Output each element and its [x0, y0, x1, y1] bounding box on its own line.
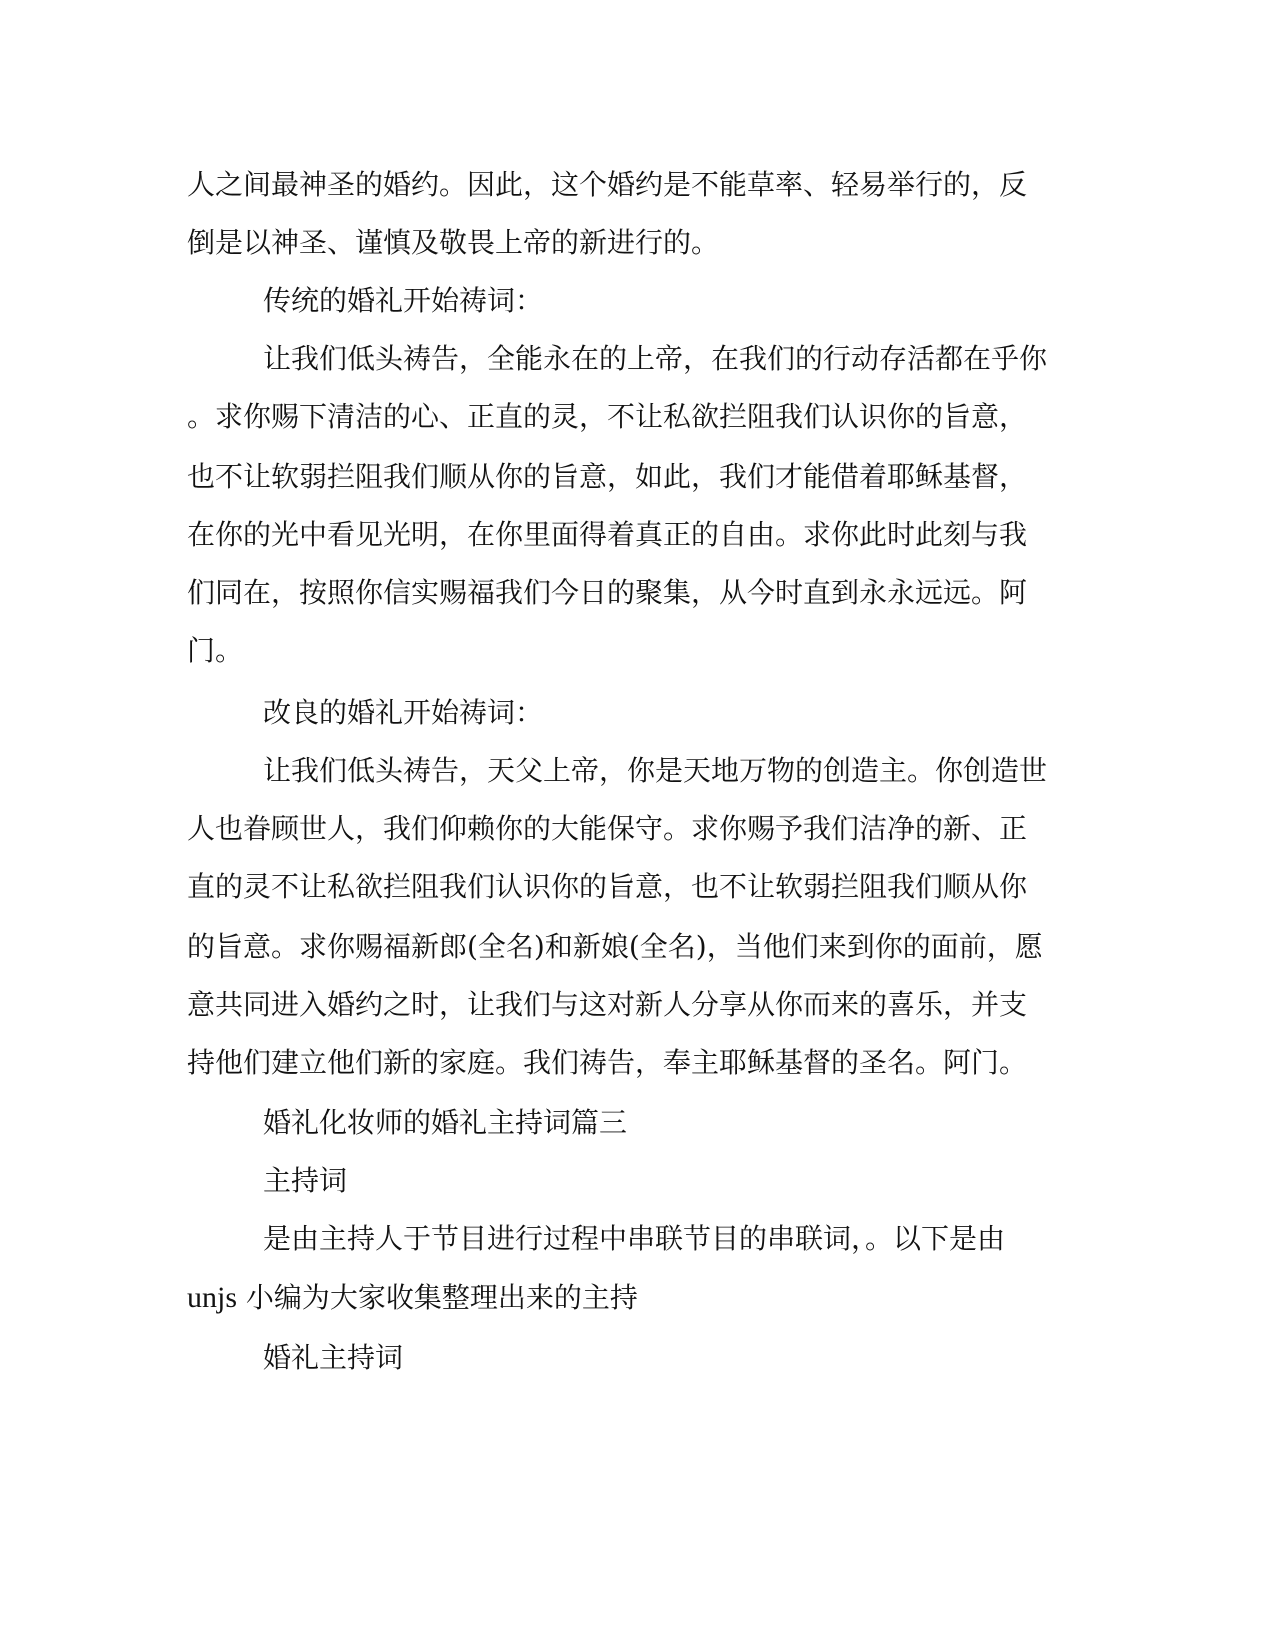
section-heading: 改良的婚礼开始祷词：	[263, 696, 544, 729]
paragraph-line: 直的灵不让私欲拦阻我们认识你的旨意，也不让软弱拦阻我们顺从你	[187, 870, 1028, 903]
paragraph-line: 人也眷顾世人，我们仰赖你的大能保守。求你赐予我们洁净的新、正	[187, 812, 1028, 845]
paragraph-line: 人之间最神圣的婚约。因此，这个婚约是不能草率、轻易举行的，反	[187, 168, 1028, 201]
paragraph-line: 让我们低头祷告，天父上帝，你是天地万物的创造主。你创造世	[263, 754, 1048, 787]
paragraph-line	[187, 1281, 638, 1315]
section-heading: 主持词	[263, 1164, 348, 1197]
paragraph-line: 让我们低头祷告，全能永在的上帝，在我们的行动存活都在乎你	[263, 342, 1048, 375]
paragraph-text: 小编为大家收集整理出来的主持	[245, 1281, 638, 1314]
section-heading: 婚礼化妆师的婚礼主持词篇三	[263, 1106, 628, 1139]
paragraph-line: 在你的光中看见光明，在你里面得着真正的自由。求你此时此刻与我	[187, 518, 1028, 551]
paragraph-line: 。求你赐下清洁的心、正直的灵，不让私欲拦阻我们认识你的旨意，	[187, 400, 1028, 433]
paragraph-line: 倒是以神圣、谨慎及敬畏上帝的新进行的。	[187, 226, 720, 259]
paragraph-line: 也不让软弱拦阻我们顺从你的旨意，如此，我们才能借着耶稣基督，	[187, 460, 1028, 493]
paragraph-line: 意共同进入婚约之时，让我们与这对新人分享从你而来的喜乐，并支	[187, 988, 1028, 1021]
paragraph-line: 持他们建立他们新的家庭。我们祷告，奉主耶稣基督的圣名。阿门。	[187, 1046, 1028, 1079]
paragraph-line: 是由主持人于节目进行过程中串联节目的串联词，。以下是由	[263, 1222, 1006, 1255]
section-heading: 传统的婚礼开始祷词：	[263, 284, 544, 317]
latin-word: unjs	[187, 1281, 238, 1314]
section-heading: 婚礼主持词	[263, 1341, 404, 1374]
paragraph-line: 门。	[187, 634, 244, 667]
paragraph-line: 的旨意。求你赐福新郎(全名)和新娘(全名)，当他们来到你的面前，愿	[187, 930, 1043, 963]
paragraph-line: 们同在，按照你信实赐福我们今日的聚集，从今时直到永永远远。阿	[187, 576, 1028, 609]
